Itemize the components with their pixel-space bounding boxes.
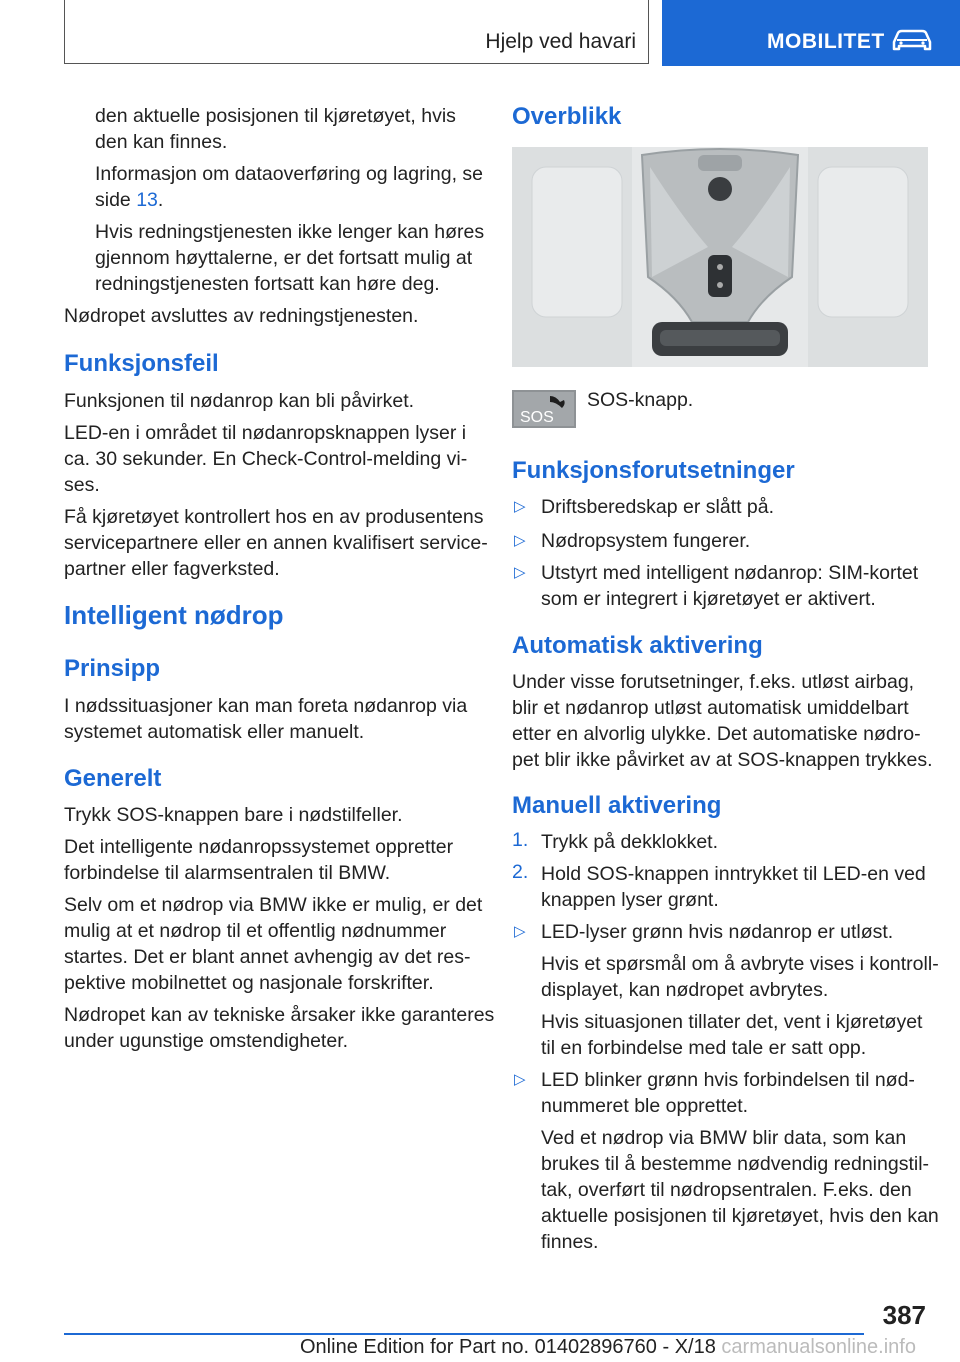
paragraph: Selv om et nødrop via BMW ikke er mulig, er det — [64, 894, 483, 916]
bullet-icon: ▷ — [514, 1071, 526, 1088]
list-item: Driftsberedskap er slått på. — [541, 496, 775, 518]
bullet-icon: ▷ — [514, 532, 526, 549]
list-item: som er integrert i kjøretøyet er aktivert. — [541, 588, 876, 610]
paragraph: Hvis situasjonen tillater det, vent i kjøretøyet — [541, 1011, 923, 1033]
paragraph: systemet automatisk eller manuelt. — [64, 721, 365, 743]
paragraph: tak, overført til nødropsentralen. F.eks. den — [541, 1179, 912, 1201]
header-box — [64, 0, 649, 64]
bullet-icon: ▷ — [514, 923, 526, 940]
paragraph: partner eller fagverksted. — [64, 558, 280, 580]
step-number: 2. — [512, 861, 529, 883]
paragraph: forbindelse til alarmsentralen til BMW. — [64, 862, 391, 884]
paragraph: Nødropet avsluttes av redningstjenesten. — [64, 305, 419, 327]
paragraph: redningstjenesten fortsatt kan høre deg. — [95, 273, 440, 295]
list-item: Nødropsystem fungerer. — [541, 530, 751, 552]
page-header — [0, 0, 960, 66]
paragraph: Ved et nødrop via BMW blir data, som kan — [541, 1127, 907, 1149]
heading-funksjonsfeil: Funksjonsfeil — [64, 350, 219, 377]
paragraph: ses. — [64, 474, 100, 496]
text: . — [157, 189, 164, 211]
heading-funksjonsforutsetninger: Funksjonsforutsetninger — [512, 457, 795, 484]
paragraph: Det intelligente nødanropssystemet oppretter — [64, 836, 454, 858]
edition-text: Online Edition for Part no. 01402896760 - X/18 — [300, 1336, 716, 1358]
paragraph: Hvis redningstjenesten ikke lenger kan høres — [95, 221, 485, 243]
paragraph: den kan finnes. — [95, 131, 228, 153]
paragraph: Informasjon om dataoverføring og lagring, se — [95, 163, 484, 185]
paragraph: mulig at et nødrop til et offentlig nødnummer — [64, 920, 447, 942]
section-title: Hjelp ved havari — [485, 30, 636, 53]
step-number: 1. — [512, 829, 529, 851]
footer-edition — [300, 1336, 916, 1359]
step-text: knappen lyser grønt. — [541, 889, 719, 911]
car-icon — [890, 28, 934, 52]
step-text: Trykk på dekklokket. — [541, 831, 719, 853]
heading-prinsipp: Prinsipp — [64, 655, 161, 682]
paragraph — [95, 187, 163, 213]
heading-manuell-aktivering: Manuell aktivering — [512, 792, 722, 819]
paragraph: finnes. — [541, 1231, 599, 1253]
paragraph: etter en alvorlig ulykke. Det automatiske nødro- — [512, 723, 921, 745]
overhead-console-photo — [512, 147, 928, 367]
paragraph: Hvis et spørsmål om å avbryte vises i kontroll- — [541, 953, 939, 975]
sos-caption: SOS-knapp. — [587, 389, 694, 411]
paragraph: LED-en i området til nødanropsknappen lyser i — [64, 422, 467, 444]
page-link[interactable]: 13 — [136, 189, 158, 211]
step-text: Hold SOS-knappen inntrykket til LED-en ved — [541, 863, 926, 885]
paragraph: pet blir ikke påvirket av at SOS-knappen trykkes. — [512, 749, 933, 771]
paragraph: Få kjøretøyet kontrollert hos en av produsentens — [64, 506, 484, 528]
sos-button-icon — [512, 390, 576, 428]
list-item: nummeret ble opprettet. — [541, 1095, 749, 1117]
heading-overblikk: Overblikk — [512, 103, 622, 130]
paragraph: displayet, kan nødropet avbrytes. — [541, 979, 829, 1001]
heading-automatisk-aktivering: Automatisk aktivering — [512, 632, 763, 659]
chapter-tab-label: MOBILITET — [767, 30, 885, 53]
heading-intelligent-nodrop: Intelligent nødrop — [64, 600, 284, 630]
paragraph: ca. 30 sekunder. En Check-Control-melding vi- — [64, 448, 468, 470]
text: side — [95, 189, 137, 211]
footer-divider — [64, 1333, 864, 1335]
list-item: Utstyrt med intelligent nødanrop: SIM-kortet — [541, 562, 919, 584]
paragraph: Under visse forutsetninger, f.eks. utløst airbag, — [512, 671, 915, 693]
paragraph: til en forbindelse med tale er satt opp. — [541, 1037, 867, 1059]
paragraph: den aktuelle posisjonen til kjøretøyet, hvis — [95, 105, 456, 127]
page-number: 387 — [882, 1300, 926, 1330]
paragraph: brukes til å bestemme nødvendig redningstil- — [541, 1153, 930, 1175]
chapter-tab — [662, 0, 960, 66]
paragraph: under ugunstige omstendigheter. — [64, 1030, 349, 1052]
paragraph: Funksjonen til nødanrop kan bli påvirket. — [64, 390, 415, 412]
watermark: carmanualsonline.info — [721, 1336, 916, 1358]
paragraph: aktuelle posisjonen til kjøretøyet, hvis den kan — [541, 1205, 939, 1227]
paragraph: blir et nødanrop utløst automatisk umiddelbart — [512, 697, 909, 719]
bullet-icon: ▷ — [514, 564, 526, 581]
list-item: LED blinker grønn hvis forbindelsen til nød- — [541, 1069, 915, 1091]
paragraph: Nødropet kan av tekniske årsaker ikke garanteres — [64, 1004, 495, 1026]
sos-icon-label: SOS — [520, 409, 554, 426]
paragraph: gjennom høyttalerne, er det fortsatt mulig at — [95, 247, 473, 269]
paragraph: startes. Det er blant annet avhengig av det res- — [64, 946, 471, 968]
paragraph: pektive mobilnettet og nasjonale forskrifter. — [64, 972, 434, 994]
bullet-icon: ▷ — [514, 498, 526, 515]
paragraph: servicepartnere eller en annen kvalifisert service- — [64, 532, 488, 554]
list-item: LED-lyser grønn hvis nødanrop er utløst. — [541, 921, 894, 943]
paragraph: Trykk SOS-knappen bare i nødstilfeller. — [64, 804, 403, 826]
heading-generelt: Generelt — [64, 765, 162, 792]
paragraph: I nødssituasjoner kan man foreta nødanrop via — [64, 695, 468, 717]
